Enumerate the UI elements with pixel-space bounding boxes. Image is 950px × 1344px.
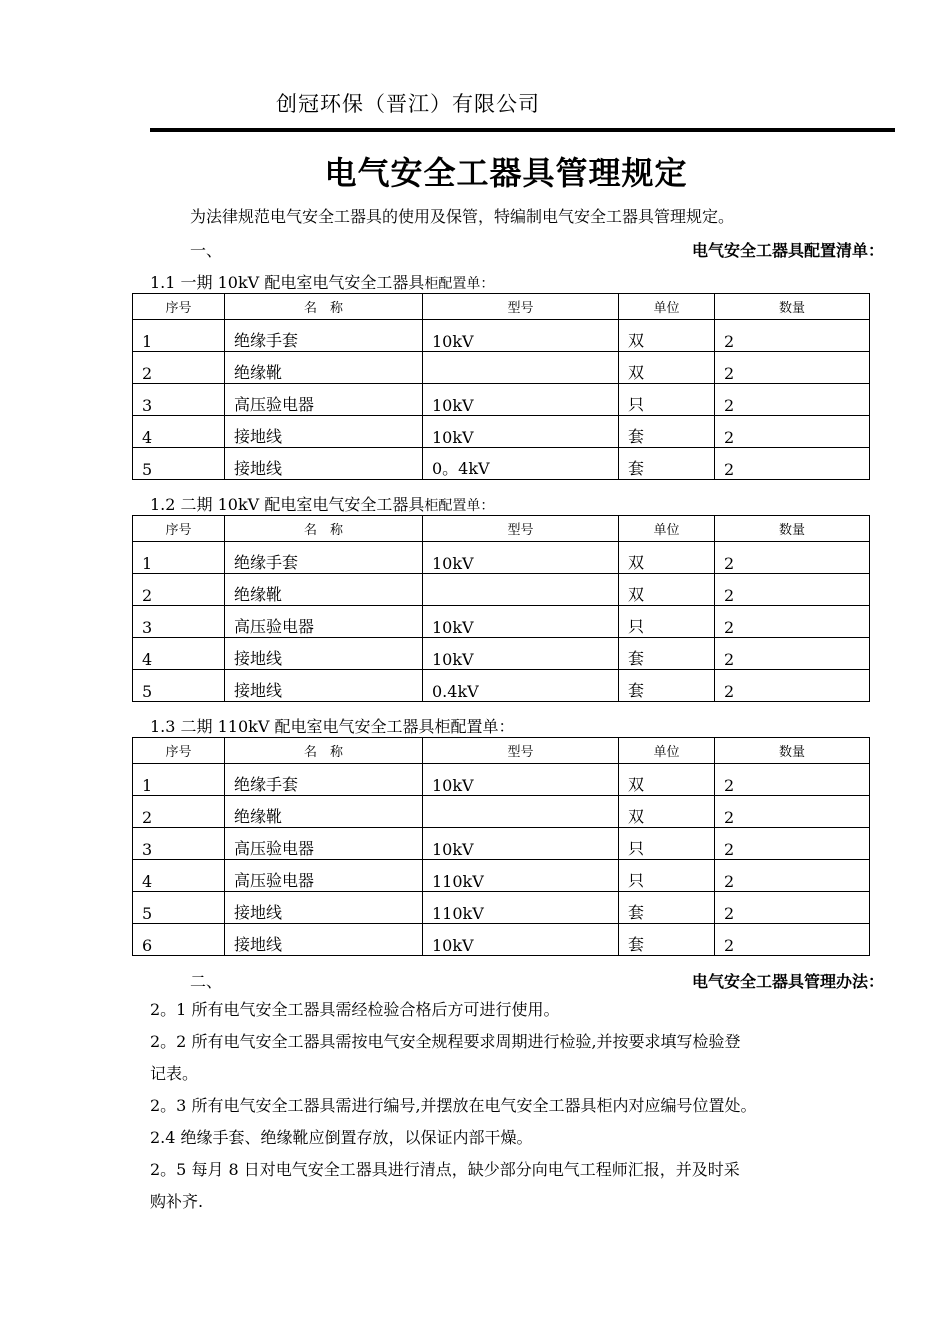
section-2-heading [190,969,884,993]
table-cell: 10kV [423,384,619,416]
table-row [133,574,870,606]
table-cell: 接地线 [225,448,423,480]
table-cell: 双 [619,574,715,606]
table-row [133,924,870,956]
header-cell: 单位 [619,294,715,320]
rule-item: 2。2 所有电气安全工器具需按电气安全规程要求周期进行检验,并按要求填写检验登 [150,1032,741,1051]
table-cell: 接地线 [225,924,423,956]
table-2-heading-main: 1.2 二期 10kV 配电室电气安全工器具 [150,495,425,514]
table-row [133,384,870,416]
table-cell: 110kV [423,860,619,892]
config-table-2 [132,515,870,702]
table-cell: 绝缘靴 [225,352,423,384]
table-cell: 0。4kV [423,448,619,480]
table-cell: 2 [133,352,225,384]
table-cell: 2 [715,384,870,416]
table-1-heading-main: 1.1 一期 10kV 配电室电气安全工器具 [150,273,425,292]
table-cell: 套 [619,416,715,448]
table-cell: 4 [133,416,225,448]
section-1-title: 电气安全工器具配置清单： [691,241,884,260]
header-cell: 数量 [715,738,870,764]
company-name: 创冠环保（晋江）有限公司 [276,92,540,116]
header-cell: 名 称 [225,516,423,542]
header-cell: 名 称 [225,738,423,764]
table-cell: 只 [619,384,715,416]
table-cell: 5 [133,448,225,480]
table-3-heading [150,714,515,737]
table-cell: 2 [133,796,225,828]
table-cell: 双 [619,320,715,352]
table-row [133,606,870,638]
table-cell: 10kV [423,320,619,352]
header-divider [150,128,895,132]
section-2-title: 电气安全工器具管理办法： [691,972,884,991]
table-cell: 绝缘手套 [225,764,423,796]
rule-item: 记表。 [150,1064,199,1083]
table-1-heading [150,270,494,293]
table-cell: 接地线 [225,892,423,924]
table-cell: 3 [133,828,225,860]
header-cell: 名 称 [225,294,423,320]
table-cell: 2 [715,892,870,924]
table-row [133,764,870,796]
table-row [133,828,870,860]
table-row [133,448,870,480]
header-cell: 型号 [423,738,619,764]
table-cell: 双 [619,796,715,828]
table-cell: 4 [133,860,225,892]
header-cell: 数量 [715,516,870,542]
table-cell: 4 [133,638,225,670]
header-cell: 单位 [619,516,715,542]
table-cell: 5 [133,670,225,702]
section-2-number: 二、 [190,972,223,991]
table-header-row [133,294,870,320]
table-3-heading-main: 1.3 二期 110kV 配电室电气安全工器具柜配置单： [150,717,515,736]
table-cell: 2 [715,448,870,480]
table-cell: 绝缘靴 [225,574,423,606]
table-row [133,542,870,574]
table-cell: 只 [619,606,715,638]
table-cell [423,352,619,384]
config-table-3 [132,737,870,956]
section-1-number: 一、 [190,241,223,260]
table-cell: 2 [715,606,870,638]
table-cell: 5 [133,892,225,924]
table-cell: 只 [619,828,715,860]
table-cell: 套 [619,638,715,670]
table-cell: 10kV [423,416,619,448]
table-cell: 接地线 [225,416,423,448]
table-cell: 2 [715,924,870,956]
table-row [133,796,870,828]
table-row [133,352,870,384]
header-cell: 序号 [133,738,225,764]
table-cell: 双 [619,542,715,574]
table-cell: 110kV [423,892,619,924]
table-row [133,860,870,892]
intro-paragraph: 为法律规范电气安全工器具的使用及保管，特编制电气安全工器具管理规定。 [190,207,735,226]
table-cell: 2 [715,638,870,670]
table-row [133,320,870,352]
table-row [133,670,870,702]
table-cell: 套 [619,670,715,702]
table-cell: 2 [715,352,870,384]
table-cell [423,796,619,828]
table-cell: 3 [133,606,225,638]
table-2-heading [150,492,494,515]
table-cell: 0.4kV [423,670,619,702]
table-header-row [133,516,870,542]
table-row [133,638,870,670]
table-cell: 高压验电器 [225,606,423,638]
header-cell: 序号 [133,294,225,320]
document-title: 电气安全工器具管理规定 [324,154,688,192]
table-cell: 绝缘靴 [225,796,423,828]
table-cell: 套 [619,892,715,924]
table-cell: 2 [715,828,870,860]
table-row [133,416,870,448]
header-cell: 型号 [423,294,619,320]
table-cell: 10kV [423,542,619,574]
rule-item: 2。1 所有电气安全工器具需经检验合格后方可进行使用。 [150,1000,560,1019]
table-cell: 高压验电器 [225,384,423,416]
table-cell: 1 [133,764,225,796]
table-cell: 1 [133,320,225,352]
table-cell: 2 [715,416,870,448]
table-cell: 6 [133,924,225,956]
table-cell: 双 [619,352,715,384]
config-table-1 [132,293,870,480]
table-cell: 接地线 [225,638,423,670]
table-cell: 2 [715,764,870,796]
table-cell: 只 [619,860,715,892]
header-cell: 数量 [715,294,870,320]
header-cell: 序号 [133,516,225,542]
table-cell: 2 [715,670,870,702]
table-cell: 2 [715,860,870,892]
table-cell: 套 [619,448,715,480]
table-cell: 2 [133,574,225,606]
header-cell: 单位 [619,738,715,764]
table-cell: 10kV [423,606,619,638]
table-cell: 10kV [423,828,619,860]
table-2-heading-small: 柜配置单： [424,498,495,514]
table-cell: 高压验电器 [225,860,423,892]
table-1-heading-small: 柜配置单： [424,276,495,292]
table-cell: 10kV [423,638,619,670]
table-cell: 双 [619,764,715,796]
table-cell: 绝缘手套 [225,542,423,574]
table-cell: 接地线 [225,670,423,702]
rule-item: 2.4 绝缘手套、绝缘靴应倒置存放，以保证内部干燥。 [150,1128,533,1147]
table-row [133,892,870,924]
table-cell: 套 [619,924,715,956]
table-cell: 10kV [423,764,619,796]
table-cell: 3 [133,384,225,416]
table-cell: 高压验电器 [225,828,423,860]
table-cell: 1 [133,542,225,574]
table-cell: 绝缘手套 [225,320,423,352]
section-1-heading [190,238,884,262]
rule-item: 2。3 所有电气安全工器具需进行编号,并摆放在电气安全工器具柜内对应编号位置处。 [150,1096,757,1115]
table-cell: 2 [715,542,870,574]
table-header-row [133,738,870,764]
table-cell: 2 [715,320,870,352]
rule-item: 2。5 每月 8 日对电气安全工器具进行清点，缺少部分向电气工程师汇报，并及时采 [150,1160,740,1179]
table-cell: 10kV [423,924,619,956]
table-cell: 2 [715,574,870,606]
header-cell: 型号 [423,516,619,542]
table-cell [423,574,619,606]
table-cell: 2 [715,796,870,828]
rule-item: 购补齐. [150,1192,204,1211]
